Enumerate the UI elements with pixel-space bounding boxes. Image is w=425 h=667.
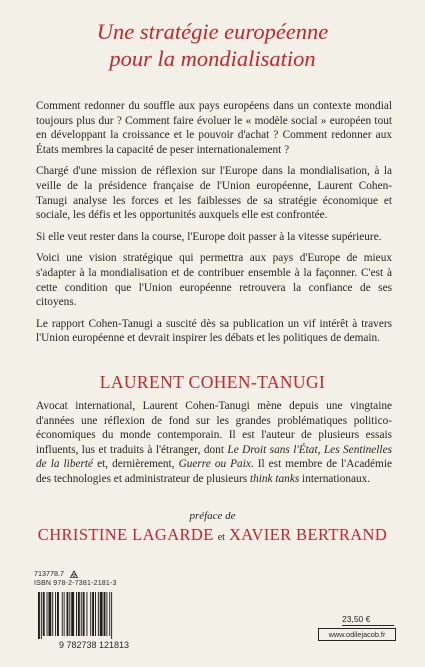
preface-name-2: XAVIER BERTRAND — [228, 525, 388, 544]
paragraph-2: Chargé d'une mission de réflexion sur l'Europe dans la mondialisation, à la veille de la présidence française de l'Union européenne, Laurent Cohen-Tanugi analyse les forces et les faiblesses de sa stratégie économique et sociale, les défis et les opportunités auxquels elle est confrontée. — [36, 165, 392, 222]
price: 23,50 € — [342, 614, 394, 626]
preface-conjunction: et — [217, 532, 225, 543]
barcode-bar — [64, 592, 65, 636]
barcode-bar — [57, 592, 59, 636]
paragraph-3: Si elle veut rester dans la course, l'Europe doit passer à la vitesse supérieure. — [36, 230, 382, 243]
barcode-bar — [111, 592, 112, 639]
book-title-2: Les Sentinelles de la liberté — [36, 443, 392, 471]
barcode-bar — [109, 592, 110, 636]
product-code-text: 713778.7 — [34, 569, 64, 578]
barcode-bar — [104, 592, 106, 636]
author-bio — [36, 399, 392, 487]
bio-sep-1: , — [317, 443, 324, 456]
book-title-1: Le Droit sans l'État — [227, 443, 318, 456]
barcode-bar — [81, 592, 82, 636]
preface-name-1: CHRISTINE LAGARDE — [37, 525, 214, 544]
barcode-bar — [48, 592, 51, 636]
barcode-bar — [106, 592, 107, 636]
barcode-bar — [98, 592, 99, 636]
recycle-icon — [69, 570, 79, 579]
barcode-bar — [62, 592, 63, 636]
bio-text-2: et, dernièrement, — [93, 458, 179, 471]
barcode-bar — [71, 592, 74, 636]
product-code — [34, 569, 79, 579]
barcode-bar — [41, 592, 42, 639]
barcode-bar — [38, 592, 40, 639]
barcode-bar — [83, 592, 85, 636]
paragraph-4: Voici une vision stratégique qui permettra aux pays d'Europe de mieux s'adapter à la mondialisation et de contribuer ensemble à la façonner. C'est à cette condition que l'Union européenne retrouvera la confiance de ses citoyens. — [36, 252, 392, 309]
barcode-bar — [92, 592, 94, 636]
barcode-bar — [78, 592, 80, 636]
paragraph-5: Le rapport Cohen-Tanugi a suscité dès sa publication un vif intérêt à travers l'Union européenne et devrait inspirer les débats et les politiques de demain. — [36, 317, 392, 345]
preface-label: préface de — [189, 510, 236, 522]
title-line-1: Une stratégie européenne — [96, 19, 329, 44]
barcode-digits: 9 782738 121813 — [58, 640, 130, 650]
preface-names — [0, 525, 425, 545]
barcode-bar — [67, 592, 69, 636]
barcode-bar — [90, 592, 91, 636]
barcode-bar — [52, 592, 53, 636]
bio-text-1: Avocat international, Laurent Cohen-Tanugi mène depuis une vingtaine d'années une réflexion de fond sur les grandes problématiques politico-économiques du monde contemporain. Il est l'auteur de plusieurs essais influents, lus et traduits à l'étranger, dont — [36, 400, 392, 456]
blurb — [36, 99, 392, 353]
barcode-bar — [100, 592, 103, 636]
bio-text-4: internationaux. — [299, 472, 371, 485]
author-name: LAURENT COHEN-TANUGI — [99, 372, 326, 392]
barcode-bar — [76, 592, 77, 636]
publisher-website: www.odilejacob.fr — [318, 628, 396, 641]
isbn-text: ISBN 978-2-7381-2181-3 — [34, 580, 117, 587]
bio-text-3: . Il est membre de l'Académie des technologies et administrateur de plusieurs — [36, 458, 392, 485]
barcode-bar — [95, 592, 96, 636]
barcode-bar — [47, 592, 48, 636]
barcode-bar — [86, 592, 87, 636]
book-title-3: Guerre ou Paix — [178, 458, 251, 471]
think-tanks-term: think tanks — [249, 472, 300, 485]
paragraph-1: Comment redonner du souffle aux pays européens dans un contexte mondial toujours plus dur ? Comment faire évoluer le « modèle social » européen tout en développant la croissance et le pouvoir d'achat ? Comment redonner aux États membres la capacité de peser internationalement ? — [36, 100, 392, 156]
barcode-bar — [69, 592, 70, 636]
barcode — [30, 590, 158, 650]
barcode-bar — [43, 592, 45, 636]
title-line-2: pour la mondialisation — [109, 46, 316, 71]
barcode-bar — [55, 592, 56, 636]
book-title — [0, 18, 425, 72]
